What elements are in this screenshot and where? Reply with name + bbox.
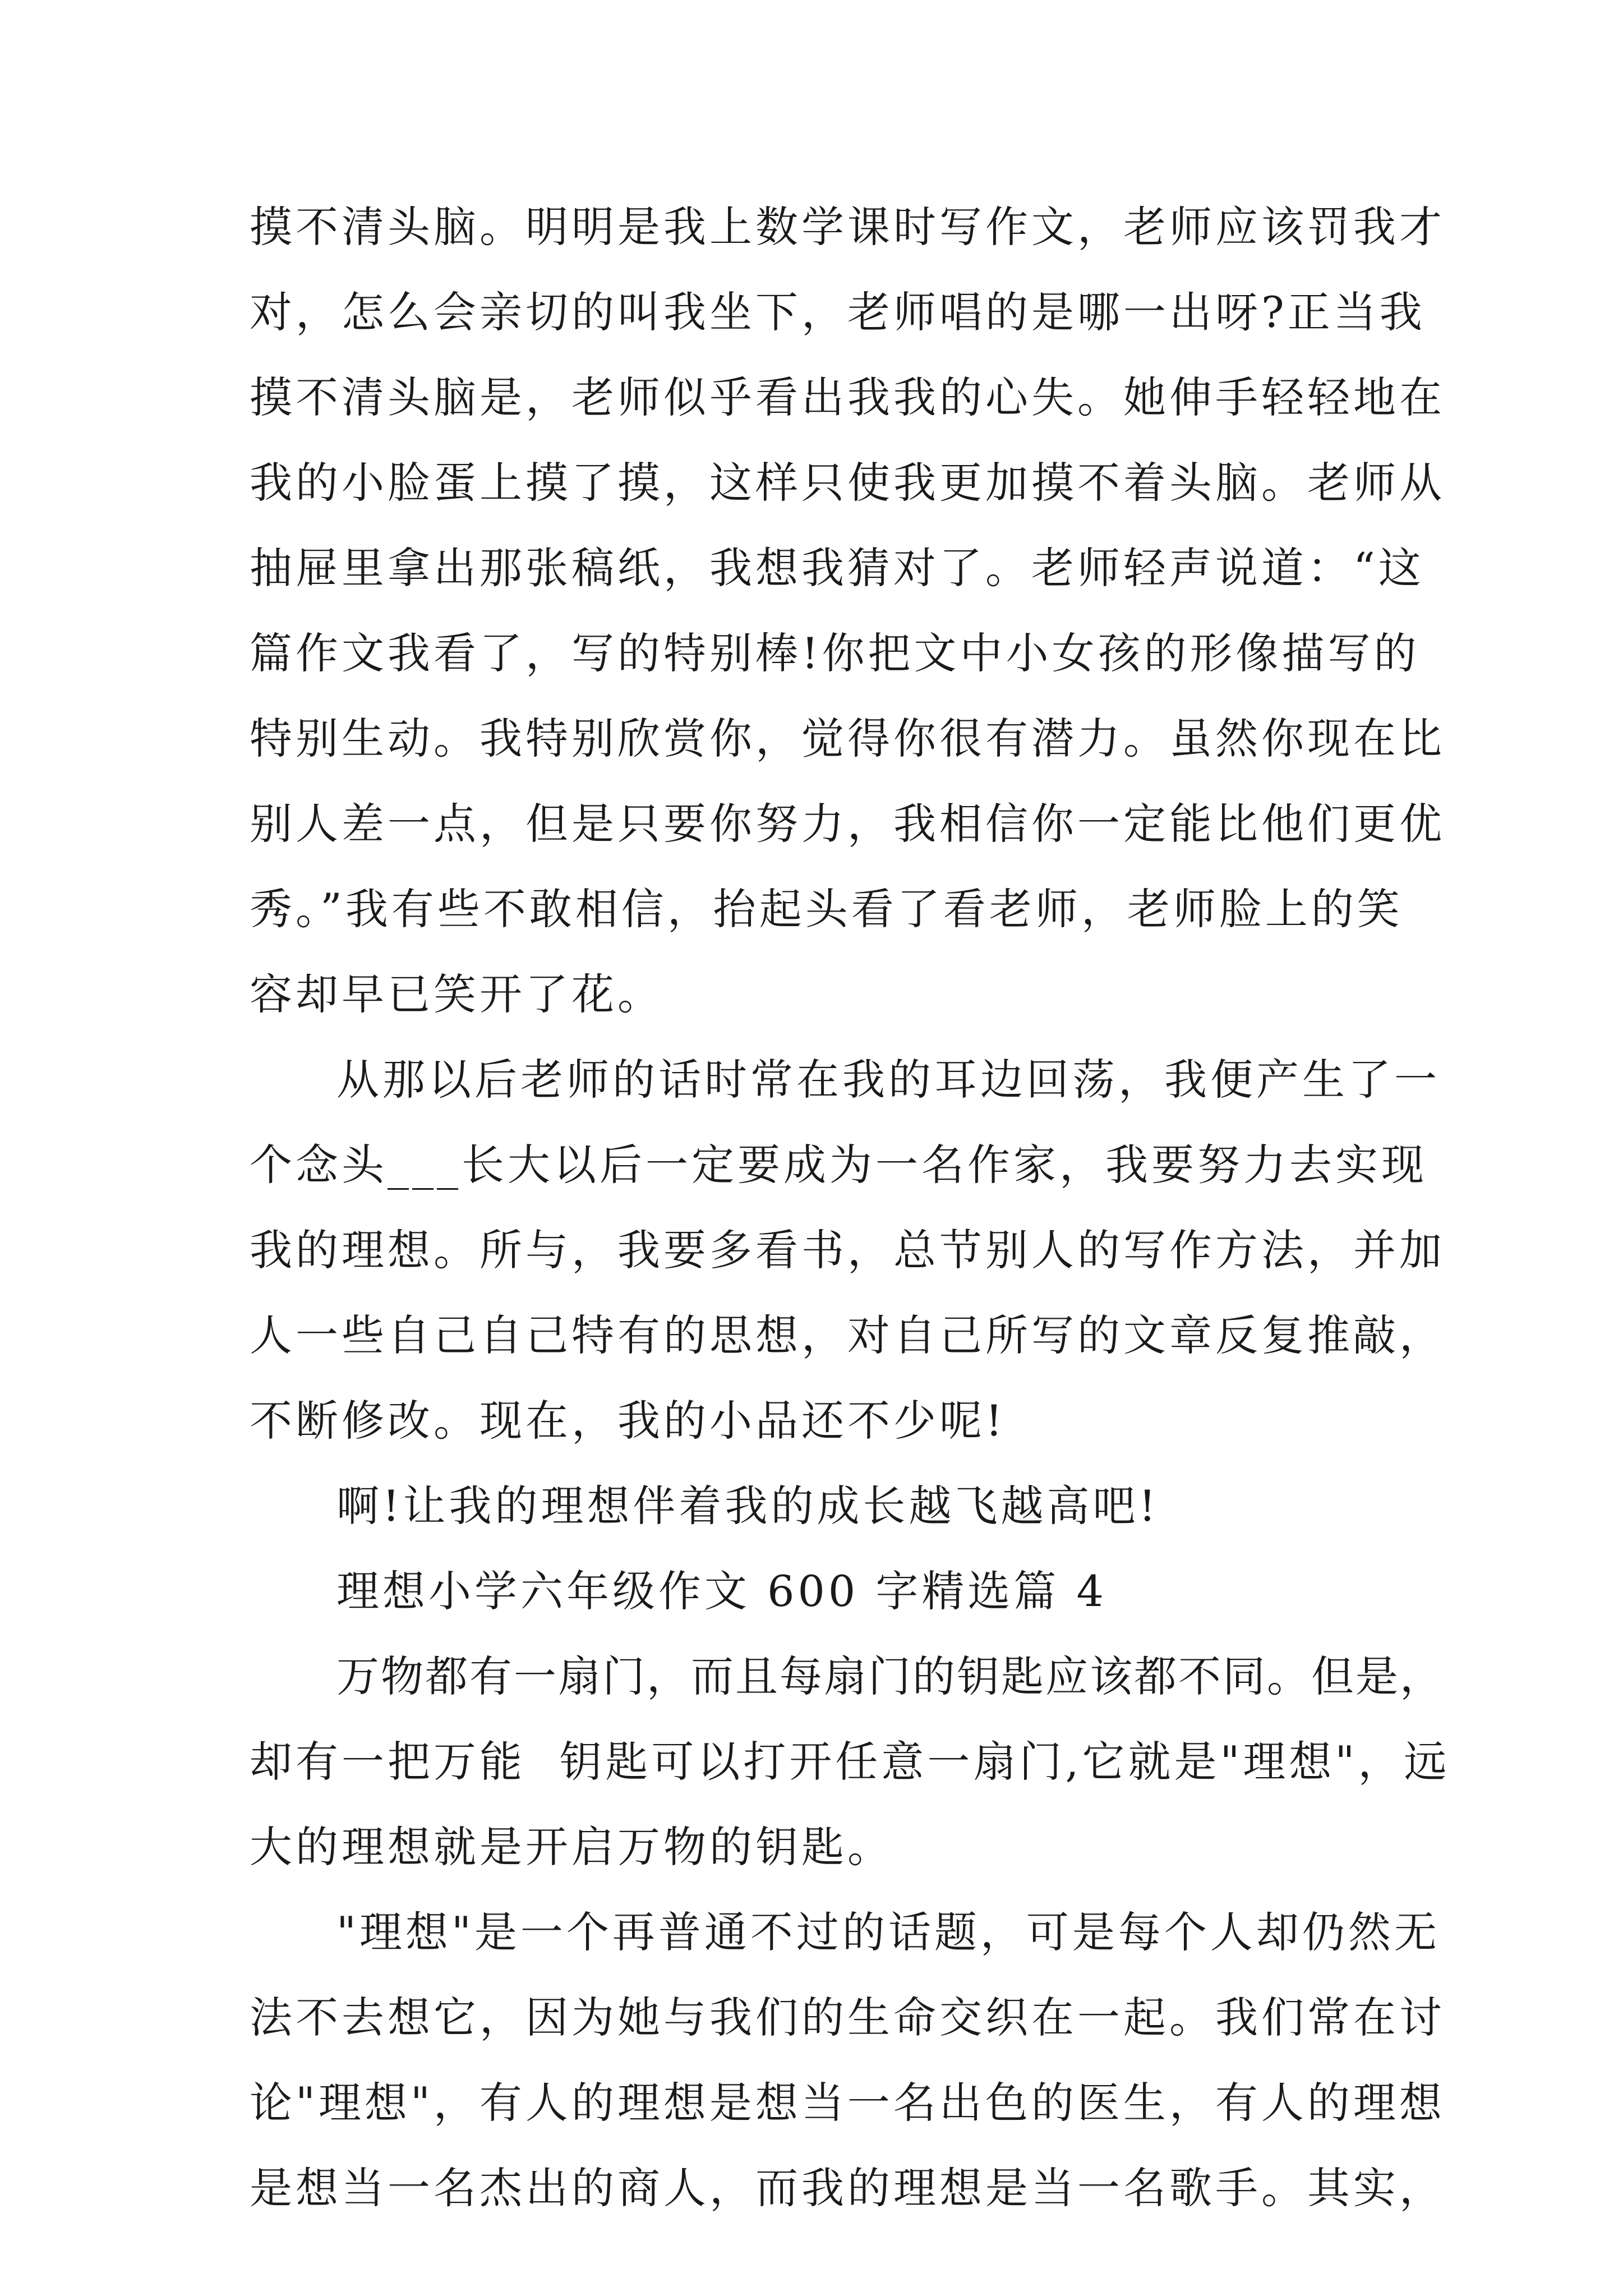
text-line: 论"理想"，有人的理想是想当一名出色的医生，有人的理想 [250, 2078, 1445, 2128]
text-line: 摸不清头脑。明明是我上数学课时写作文，老师应该罚我才 [250, 202, 1445, 252]
text-line: "理想"是一个再普通不过的话题，可是每个人却仍然无 [336, 1907, 1440, 1957]
text-line: 别人差一点，但是只要你努力，我相信你一定能比他们更优 [250, 799, 1445, 849]
text-line: 万物都有一扇门，而且每扇门的钥匙应该都不同。但是， [336, 1651, 1444, 1701]
text-line: 抽屉里拿出那张稿纸，我想我猜对了。老师轻声说道：“这 [250, 543, 1424, 593]
text-line: 个念头___长大以后一定要成为一名作家，我要努力去实现 [250, 1140, 1427, 1190]
text-line: 人一些自己自己特有的思想，对自己所写的文章反复推敲， [250, 1310, 1445, 1360]
text-line: 大的理想就是开启万物的钥匙。 [250, 1822, 893, 1872]
text-line: 秀。”我有些不敢相信，抬起头看了看老师，老师脸上的笑 [250, 884, 1403, 934]
text-line: 特别生动。我特别欣赏你，觉得你很有潜力。虽然你现在比 [250, 714, 1445, 763]
text-line: 法不去想它，因为她与我们的生命交织在一起。我们常在讨 [250, 1993, 1445, 2042]
text-line: 从那以后老师的话时常在我的耳边回荡，我便产生了一 [336, 1055, 1440, 1105]
text-line: 啊!让我的理想伴着我的成长越飞越高吧! [336, 1481, 1160, 1531]
text-line: 我的理想。所与，我要多看书，总节别人的写作方法，并加 [250, 1225, 1445, 1275]
text-line: 对，怎么会亲切的叫我坐下，老师唱的是哪一出呀?正当我 [250, 287, 1426, 337]
section-heading: 理想小学六年级作文 600 字精选篇 4 [336, 1566, 1107, 1616]
text-line: 摸不清头脑是，老师似乎看出我我的心失。她伸手轻轻地在 [250, 372, 1445, 422]
text-line: 却有一把万能 钥匙可以打开任意一扇门,它就是"理想"，远 [250, 1737, 1450, 1787]
text-line: 我的小脸蛋上摸了摸，这样只使我更加摸不着头脑。老师从 [250, 458, 1445, 508]
text-line: 篇作文我看了，写的特别棒!你把文中小女孩的形像描写的 [250, 628, 1420, 678]
text-line: 不断修改。现在，我的小品还不少呢! [250, 1396, 1006, 1446]
text-line: 是想当一名杰出的商人，而我的理想是当一名歌手。其实， [250, 2163, 1445, 2213]
text-line: 容却早已笑开了花。 [250, 969, 663, 1019]
